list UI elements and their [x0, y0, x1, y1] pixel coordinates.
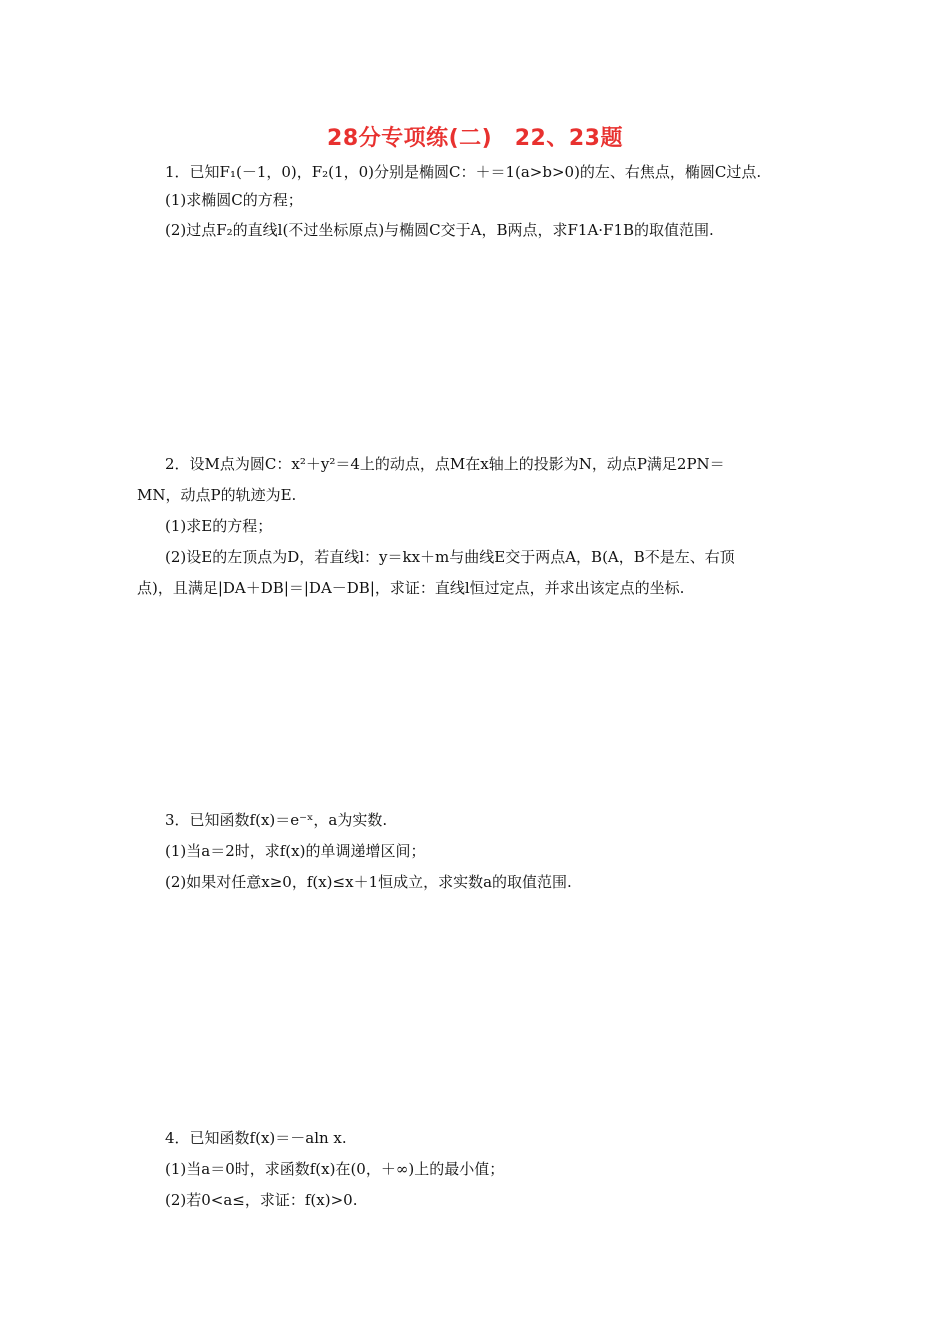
problem-1-statement: 1．已知F₁(－1，0)，F₂(1，0)分别是椭圆C：＋＝1(a>b>0)的左、右焦点，椭圆C过点.	[165, 163, 762, 181]
problem-4-statement: 4．已知函数f(x)＝－aln x.	[165, 1129, 347, 1147]
problem-2-part-2-cont: 点)，且满足|DA＋DB|＝|DA－DB|，求证：直线l恒过定点，并求出该定点的坐标.	[137, 579, 685, 597]
problem-2-part-1: (1)求E的方程；	[165, 517, 273, 535]
problem-2-statement: 2．设M点为圆C：x²＋y²＝4上的动点，点M在x轴上的投影为N，动点P满足2PN＝	[165, 455, 725, 473]
problem-3-statement: 3．已知函数f(x)＝e⁻ˣ，a为实数.	[165, 811, 388, 829]
problem-4-part-1: (1)当a＝0时，求函数f(x)在(0，＋∞)上的最小值；	[165, 1160, 505, 1178]
problem-2-statement-cont: MN，动点P的轨迹为E.	[137, 486, 297, 504]
problem-4-part-2: (2)若0<a≤，求证：f(x)>0.	[165, 1191, 358, 1209]
problem-3-part-1: (1)当a＝2时，求f(x)的单调递增区间；	[165, 842, 426, 860]
problem-1-part-1: (1)求椭圆C的方程；	[165, 191, 303, 209]
problem-2-part-2: (2)设E的左顶点为D，若直线l：y＝kx＋m与曲线E交于两点A，B(A，B不是左、右顶	[165, 548, 735, 566]
problem-1-part-2: (2)过点F₂的直线l(不过坐标原点)与椭圆C交于A，B两点，求F1A·F1B的取值范围.	[165, 221, 714, 239]
problem-3-part-2: (2)如果对任意x≥0，f(x)≤x＋1恒成立，求实数a的取值范围.	[165, 873, 572, 891]
page-title: 28分专项练(二) 22、23题	[327, 126, 623, 151]
